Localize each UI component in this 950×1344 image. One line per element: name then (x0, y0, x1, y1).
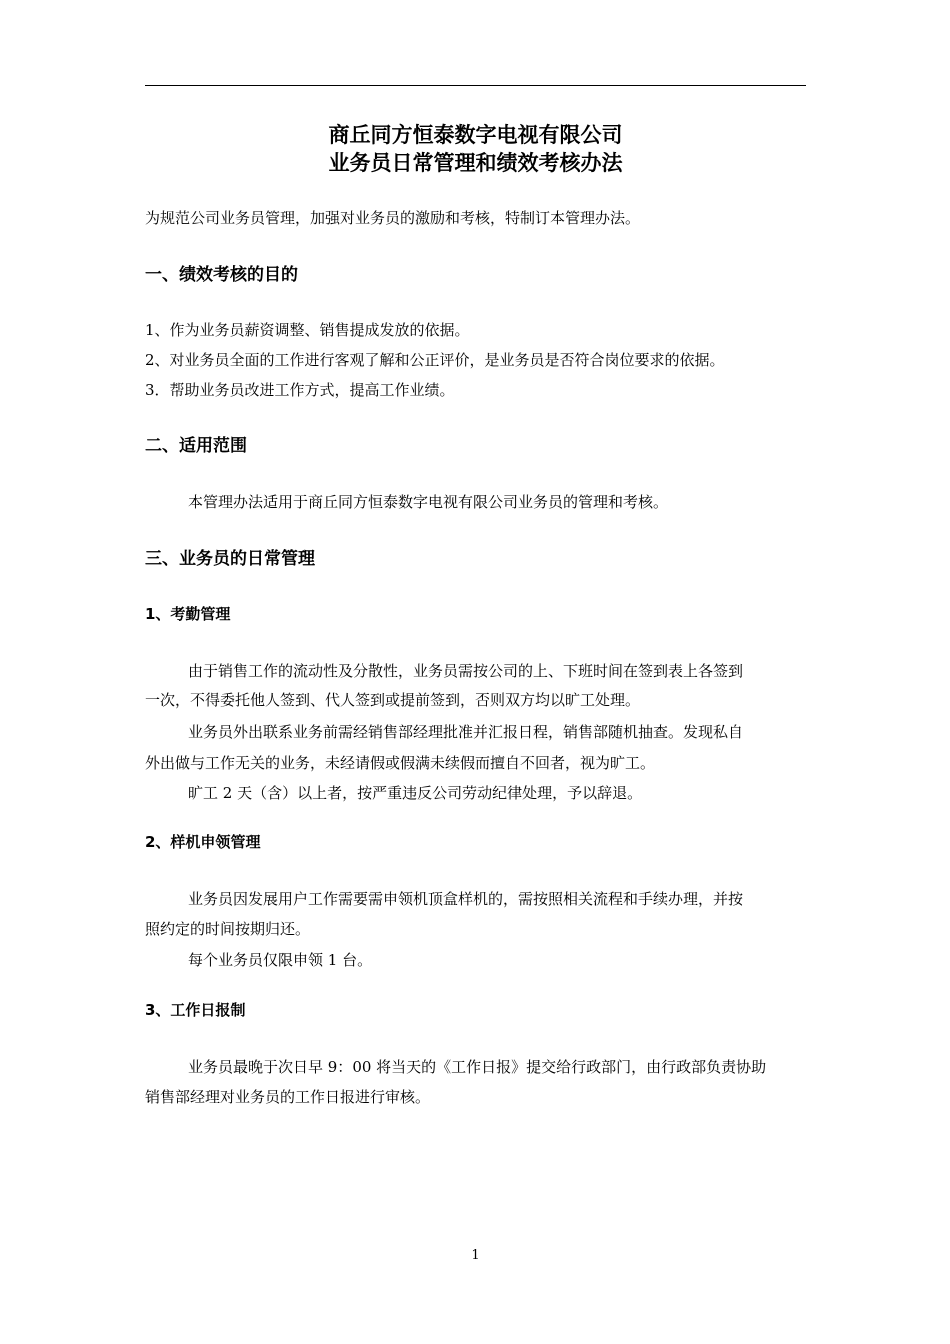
subsection-daily-report-heading: 3、工作日报制 (145, 1001, 246, 1019)
attendance-paragraph-2-line-1: 业务员外出联系业务前需经销售部经理批准并汇报日程，销售部随机抽查。发现私自 (188, 723, 744, 741)
daily-report-paragraph-line-1: 业务员最晚于次日早 9：00 将当天的《工作日报》提交给行政部门，由行政部负责协助 (188, 1058, 767, 1076)
subsection-attendance-heading: 1、考勤管理 (145, 605, 231, 623)
section-1-heading: 一、绩效考核的目的 (145, 265, 298, 285)
attendance-paragraph-1-line-1: 由于销售工作的流动性及分散性，业务员需按公司的上、下班时间在签到表上各签到 (188, 662, 744, 680)
section-1-item-2: 2、对业务员全面的工作进行客观了解和公正评价，是业务员是否符合岗位要求的依据。 (145, 351, 725, 369)
section-2-text: 本管理办法适用于商丘同方恒泰数字电视有限公司业务员的管理和考核。 (188, 493, 669, 511)
page-number: 1 (471, 1248, 480, 1263)
sample-paragraph-1-line-2: 照约定的时间按期归还。 (145, 920, 311, 938)
sample-paragraph-1-line-1: 业务员因发展用户工作需要需申领机顶盒样机的，需按照相关流程和手续办理，并按 (188, 890, 744, 908)
section-2-heading: 二、适用范围 (145, 436, 247, 456)
subsection-sample-heading: 2、样机申领管理 (145, 833, 261, 851)
attendance-paragraph-1-line-2: 一次，不得委托他人签到、代人签到或提前签到，否则双方均以旷工处理。 (145, 691, 641, 709)
attendance-paragraph-2-line-2: 外出做与工作无关的业务，未经请假或假满未续假而擅自不回者，视为旷工。 (145, 754, 656, 772)
section-1-item-3: 3．帮助业务员改进工作方式，提高工作业绩。 (145, 381, 455, 399)
sample-paragraph-2: 每个业务员仅限申领 1 台。 (188, 951, 373, 969)
document-title-line-2: 业务员日常管理和绩效考核办法 (328, 151, 623, 175)
attendance-paragraph-3: 旷工 2 天（含）以上者，按严重违反公司劳动纪律处理，予以辞退。 (188, 784, 643, 802)
section-3-heading: 三、业务员的日常管理 (145, 549, 315, 569)
section-1-item-1: 1、作为业务员薪资调整、销售提成发放的依据。 (145, 321, 470, 339)
header-rule (145, 85, 806, 86)
document-title-line-1: 商丘同方恒泰数字电视有限公司 (328, 123, 623, 147)
daily-report-paragraph-line-2: 销售部经理对业务员的工作日报进行审核。 (145, 1088, 431, 1106)
intro-paragraph: 为规范公司业务员管理，加强对业务员的激励和考核，特制订本管理办法。 (145, 209, 641, 227)
